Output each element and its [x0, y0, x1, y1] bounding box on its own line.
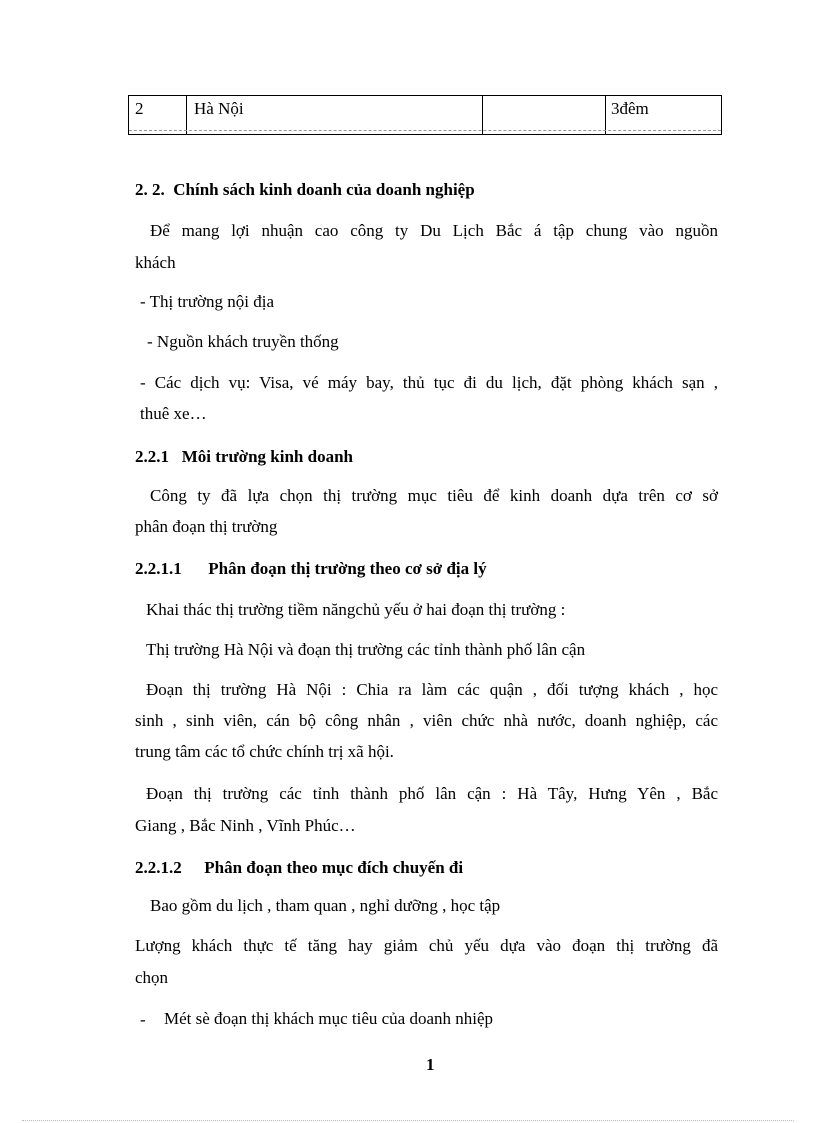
page-number: 1 [426, 1055, 435, 1074]
list-marker: - [140, 1010, 146, 1029]
section-heading-2-2-1 [135, 446, 353, 467]
table-cell-city: Hà Nội [194, 99, 244, 118]
table-bottom-rule [129, 130, 721, 131]
paragraph-line: Giang , Bắc Ninh , Vĩnh Phúc… [135, 816, 356, 835]
table-divider [186, 96, 187, 134]
section-title: Chính sách kinh doanh của doanh nghiệp [173, 180, 475, 199]
bullet-item: - Thị trường nội địa [140, 292, 275, 311]
paragraph-line: Đoạn thị trường Hà Nội : Chia ra làm các quận , đối tượng khách , học [146, 680, 718, 699]
section-number: 2. 2. [135, 180, 165, 199]
section-title: Phân đoạn thị trường theo cơ sở địa lý [208, 559, 487, 578]
paragraph-line: phân đoạn thị trường [135, 517, 278, 536]
paragraph-line: sinh , sinh viên, cán bộ công nhân , viên chức nhà nước, doanh nghiệp, các [135, 711, 718, 730]
section-number: 2.2.1 [135, 447, 169, 466]
paragraph-line: khách [135, 253, 176, 272]
table-divider [482, 96, 483, 134]
itinerary-table-row [128, 95, 722, 135]
paragraph-line: Đoạn thị trường các tỉnh thành phố lân cận : Hà Tây, Hưng Yên , Bắc [146, 784, 718, 803]
paragraph-line: Khai thác thị trường tiềm năngchủ yếu ở hai đoạn thị trường : [146, 600, 566, 619]
section-number: 2.2.1.1 [135, 559, 182, 578]
section-heading-2-2 [135, 179, 475, 200]
paragraph-line: Mét sè đoạn thị khách mục tiêu của doanh nhiệp [164, 1009, 494, 1028]
bullet-item-continued: thuê xe… [140, 404, 207, 423]
section-title: Môi trường kinh doanh [181, 447, 353, 466]
bullet-item: - Nguồn khách truyền thống [147, 332, 339, 351]
section-heading-2-2-1-1 [135, 558, 487, 579]
paragraph-line: Để mang lợi nhuận cao công ty Du Lịch Bắc á tập chung vào nguồn [150, 221, 718, 240]
paragraph-line: Bao gồm du lịch , tham quan , nghỉ dưỡng , học tập [150, 896, 501, 915]
paragraph-line: Thị trường Hà Nội và đoạn thị trường các tỉnh thành phố lân cận [146, 640, 586, 659]
paragraph-line: Công ty đã lựa chọn thị trường mục tiêu để kinh doanh dựa trên cơ sở [150, 486, 718, 505]
page-bottom-border [22, 1120, 794, 1121]
bullet-item: - Các dịch vụ: Visa, vé máy bay, thủ tục đi du lịch, đặt phòng khách sạn , [140, 373, 718, 392]
section-heading-2-2-1-2 [135, 857, 463, 878]
table-divider [605, 96, 606, 134]
table-cell-duration: 3đêm [611, 99, 649, 118]
table-cell-index: 2 [135, 99, 144, 118]
paragraph-line: trung tâm các tổ chức chính trị xã hội. [135, 742, 394, 761]
section-number: 2.2.1.2 [135, 858, 182, 877]
paragraph-line: chọn [135, 968, 169, 987]
paragraph-line: Lượng khách thực tế tăng hay giảm chủ yếu dựa vào đoạn thị trường đã [135, 936, 718, 955]
section-title: Phân đoạn theo mục đích chuyến đi [204, 858, 464, 877]
